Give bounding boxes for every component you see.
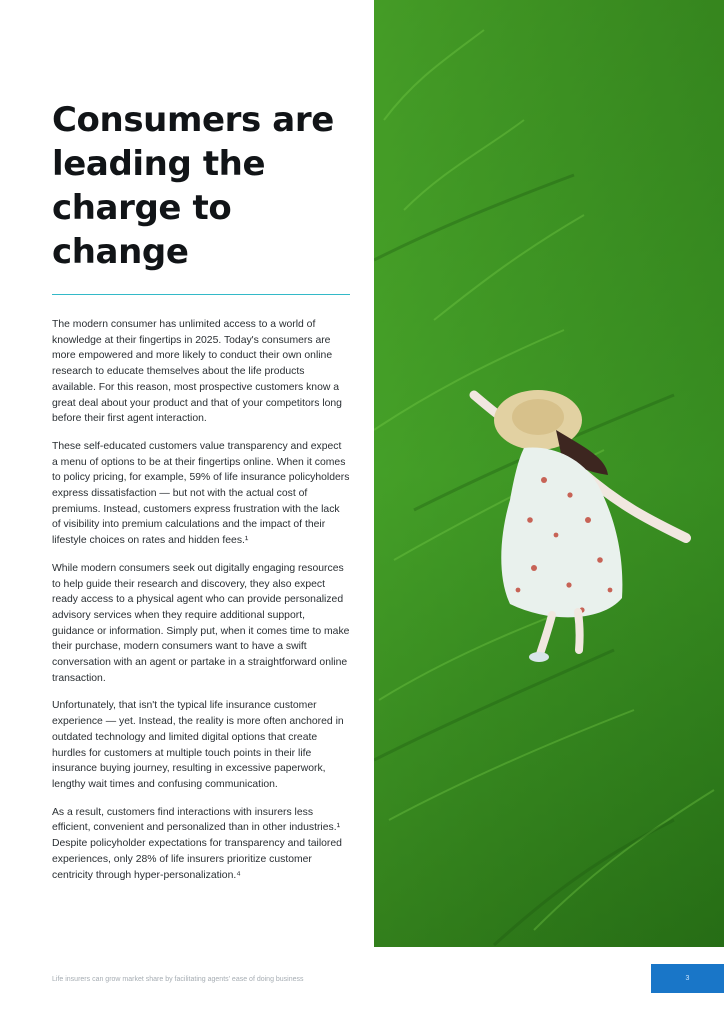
title-line: charge to change xyxy=(52,188,232,272)
paragraph: The modern consumer has unlimited access to a world of knowledge at their fingertips in 2025. Today's consumers are more empowered and more likely to conduct their own online research to educate themselves about the life products available. For this reason, most prospective customers know a great deal about your product and that of your competitors long before their first agent interaction. xyxy=(52,319,342,425)
photo-illustration xyxy=(374,0,724,947)
title-divider xyxy=(52,294,350,295)
title-line: leading the xyxy=(52,144,266,184)
page-title xyxy=(52,98,350,274)
page-number-badge: 3 xyxy=(651,964,724,993)
text-column xyxy=(52,98,350,895)
paragraph: These self-educated customers value transparency and expect a menu of options to be at their fingertips online. When it comes to policy pricing, for example, 59% of life insurance policyholders express dissatisfaction — but not with the actual cost of premiums. Instead, customers express frustration with the lack of visibility into premium calculations and the impact of their lifestyle choices on rates and hidden fees.¹ xyxy=(52,440,350,547)
paragraph: Unfortunately, that isn't the typical life insurance customer experience — yet. Instead, the reality is more often anchored in outdated technology and limited digital options that create hurdles for customers at multiple touch points in their life insurance buying journey, resulting in excessive paperwork, lengthy wait times and confusing communication. xyxy=(52,700,344,790)
grass-field-photo xyxy=(374,0,724,947)
title-line: Consumers are xyxy=(52,100,334,140)
paragraph: As a result, customers find interactions with insurers less efficient, convenient and personalized than in other industries.¹ Despite policyholder expectations for transparency and tailored experiences, only 28% of life insurers prioritize customer centricity through hyper-personalization.⁴ xyxy=(52,806,342,881)
paragraph: While modern consumers seek out digitally engaging resources to help guide their research and discovery, they also expect ready access to a physical agent who can provide personalized advisory services when they require additional support, guidance or information. Simply put, when it comes time to make their purchase, modern consumers want to have a swift conversation with an agent or partake in a straightforward online transaction. xyxy=(52,562,350,684)
body-text xyxy=(52,317,350,883)
footer-text: Life insurers can grow market share by facilitating agents' ease of doing business xyxy=(52,976,304,983)
